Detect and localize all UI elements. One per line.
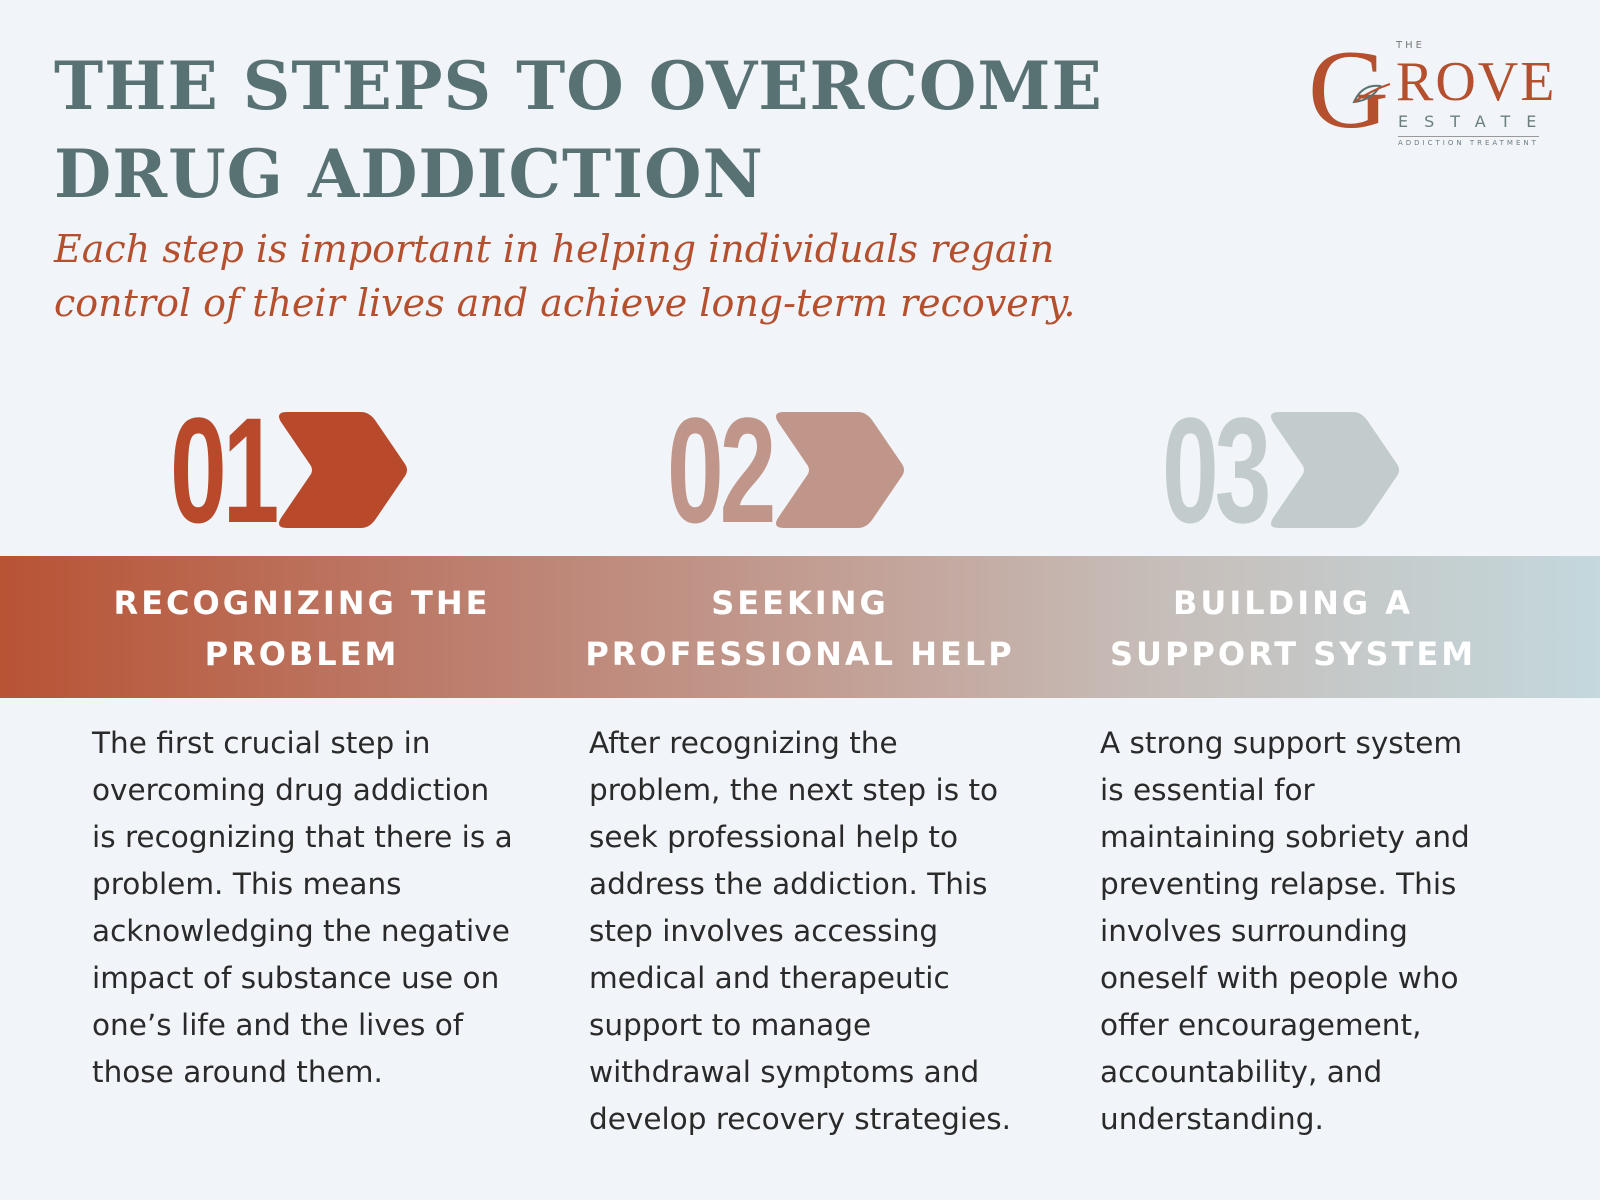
step-3-title: BUILDING A SUPPORT SYSTEM xyxy=(1109,584,1477,673)
chevron-right-icon xyxy=(1265,408,1401,532)
step-2-description: After recognizing the problem, the next step is to seek professional help to address the addiction. This step involves accessing medical and therapeutic support to manage withdrawal symptoms and develop recovery strategies. xyxy=(589,726,1011,1136)
step-1-header xyxy=(170,386,409,554)
step-number: 03 xyxy=(1162,386,1268,554)
grove-estate-logo xyxy=(1308,28,1578,152)
subtitle xyxy=(54,222,1204,330)
logo-tagline: ADDICTION TREATMENT xyxy=(1398,136,1539,148)
chevron-right-icon xyxy=(770,408,906,532)
step-2-header xyxy=(667,386,906,554)
page-title xyxy=(54,42,1103,218)
step-1-description: The first crucial step in overcoming drug addiction is recognizing that there is a problem. This means acknowledging the negative impact of substance use on one’s life and the lives of those around them. xyxy=(92,726,513,1089)
step-1-title: RECOGNIZING THE PROBLEM xyxy=(113,584,491,673)
title-line: THE STEPS TO OVERCOME xyxy=(54,47,1103,125)
title-line: DRUG ADDICTION xyxy=(54,135,764,213)
logo-estate: ESTATE xyxy=(1398,112,1553,131)
step-2-title: SEEKING PROFESSIONAL HELP xyxy=(585,584,1015,673)
step-3-description: A strong support system is essential for maintaining sobriety and preventing relapse. This involves surrounding oneself with people who offer encouragement, accountability, and understanding. xyxy=(1100,726,1470,1136)
subtitle-line: control of their lives and achieve long-term recovery. xyxy=(54,281,1076,325)
leaf-icon xyxy=(1352,76,1392,106)
step-number: 01 xyxy=(170,386,276,554)
step-number: 02 xyxy=(667,386,773,554)
chevron-right-icon xyxy=(273,408,409,532)
logo-rove: ROVE xyxy=(1396,51,1557,113)
logo-the: THE xyxy=(1396,40,1425,51)
logo-g: G xyxy=(1308,28,1389,152)
step-3-header xyxy=(1162,386,1401,554)
subtitle-line: Each step is important in helping individuals regain xyxy=(54,227,1055,271)
